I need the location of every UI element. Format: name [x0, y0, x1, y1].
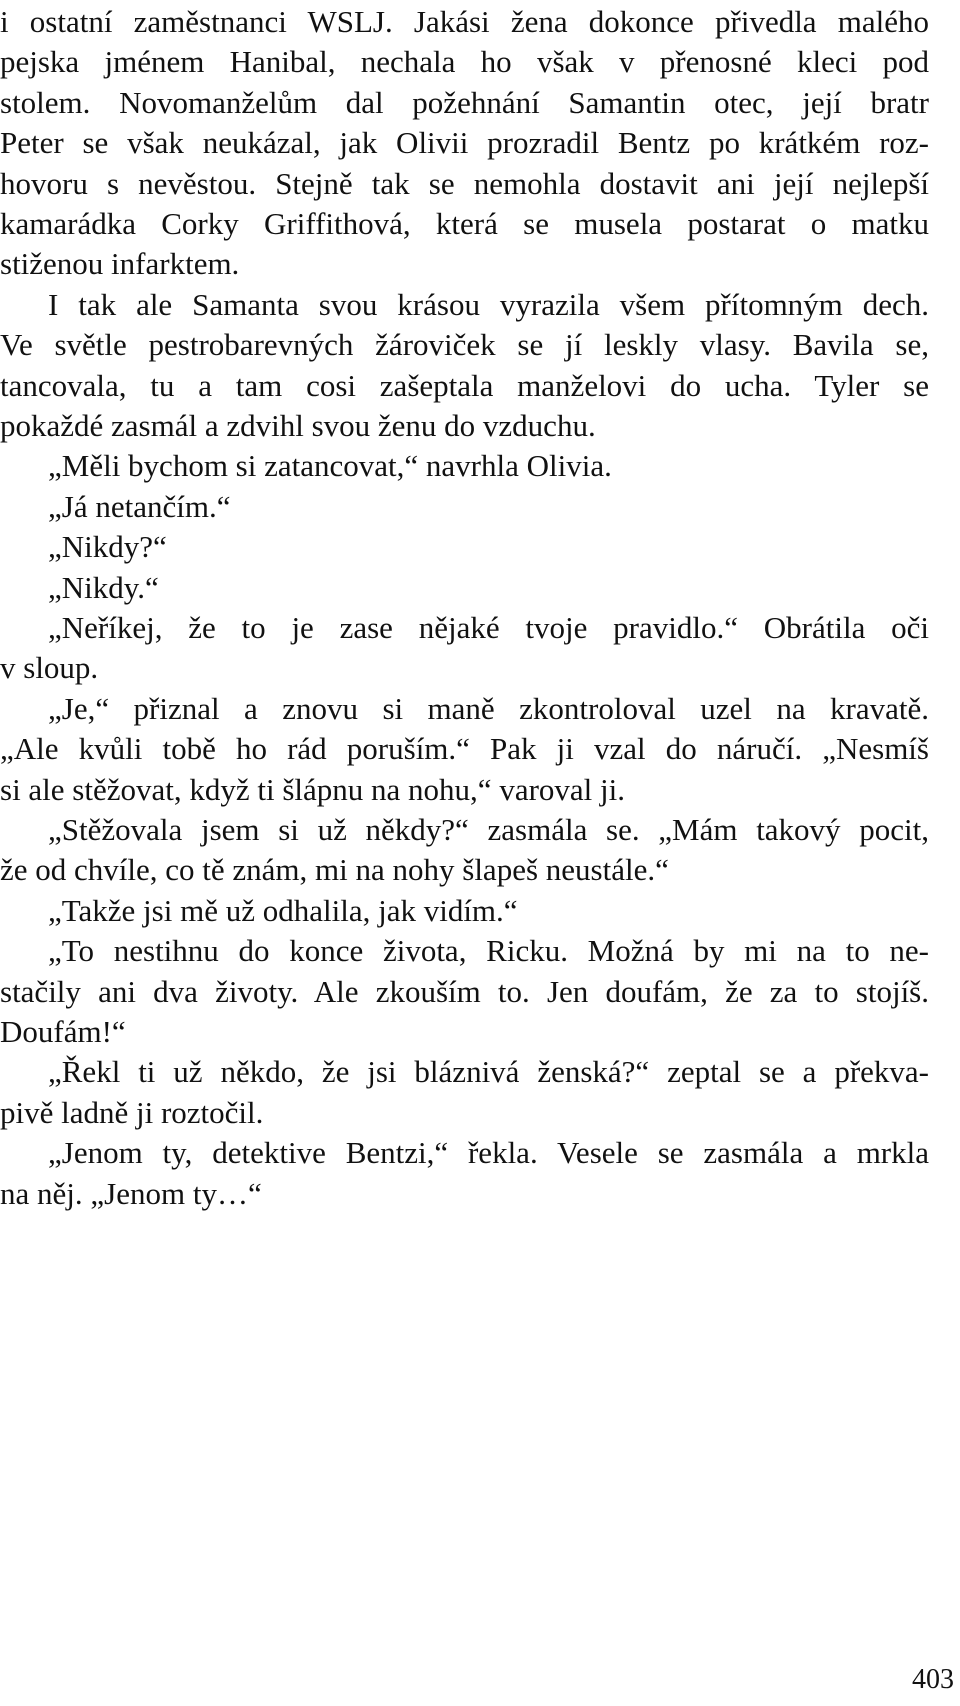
text-line: „Jenom ty, detektive Bentzi,“ řekla. Vesele se zasmála a mrkla: [48, 1135, 929, 1171]
text-line: že od chvíle, co tě znám, mi na nohy šlapeš neustále.“: [0, 852, 669, 888]
text-line: „Je,“ přiznal a znovu si maně zkontroloval uzel na kravatě.: [48, 690, 929, 726]
text-line: Doufám!“: [0, 1014, 126, 1049]
text-line: si ale stěžovat, když ti šlápnu na nohu,“ varoval ji.: [0, 771, 625, 807]
text-line: „To nestihnu do konce života, Ricku. Možná by mi na to ne-: [48, 933, 929, 969]
text-line: pejska jménem Hanibal, nechala ho však v přenosné kleci pod: [0, 44, 929, 80]
text-line: „Nikdy.“: [48, 569, 159, 605]
text-line: „Takže jsi mě už odhalila, jak vidím.“: [48, 892, 518, 928]
text-line: Peter se však neukázal, jak Olivii prozradil Bentz po krátkém roz-: [0, 125, 929, 161]
text-line: pivě ladně ji roztočil.: [0, 1094, 264, 1130]
text-line: stiženou infarktem.: [0, 246, 240, 282]
text-line: kamarádka Corky Griffithová, která se musela postarat o matku: [0, 206, 929, 241]
text-line: stolem. Novomanželům dal požehnání Samantin otec, její bratr: [0, 84, 929, 120]
text-line: „Já netančím.“: [48, 488, 231, 524]
text-line: tancovala, tu a tam cosi zašeptala manželovi do ucha. Tyler se: [0, 367, 929, 403]
text-line: v sloup.: [0, 650, 99, 686]
text-line: Ve světle pestrobarevných žároviček se jí leskly vlasy. Bavila se,: [0, 327, 929, 363]
page-number: 403: [912, 1664, 954, 1695]
text-line: „Stěžovala jsem si už někdy?“ zasmála se. „Mám takový pocit,: [48, 812, 929, 847]
text-line: I tak ale Samanta svou krásou vyrazila všem přítomným dech.: [48, 286, 929, 322]
text-line: „Řekl ti už někdo, že jsi bláznivá ženská?“ zeptal se a překva-: [48, 1054, 929, 1090]
text-line: „Ale kvůli tobě ho rád poruším.“ Pak ji vzal do náručí. „Nesmíš: [0, 731, 929, 767]
text-line: i ostatní zaměstnanci WSLJ. Jakási žena dokonce přivedla malého: [0, 4, 929, 39]
text-line: „Neříkej, že to je zase nějaké tvoje pravidlo.“ Obrátila oči: [48, 610, 929, 645]
text-line: pokaždé zasmál a zdvihl svou ženu do vzduchu.: [0, 408, 596, 443]
text-line: „Nikdy?“: [48, 529, 167, 565]
text-line: stačily ani dva životy. Ale zkouším to. Jen doufám, že za to stojíš.: [0, 973, 929, 1009]
text-line: hovoru s nevěstou. Stejně tak se nemohla dostavit ani její nejlepší: [0, 165, 929, 201]
text-line: „Měli bychom si zatancovat,“ navrhla Olivia.: [48, 448, 612, 484]
text-line: na něj. „Jenom ty…“: [0, 1175, 262, 1211]
